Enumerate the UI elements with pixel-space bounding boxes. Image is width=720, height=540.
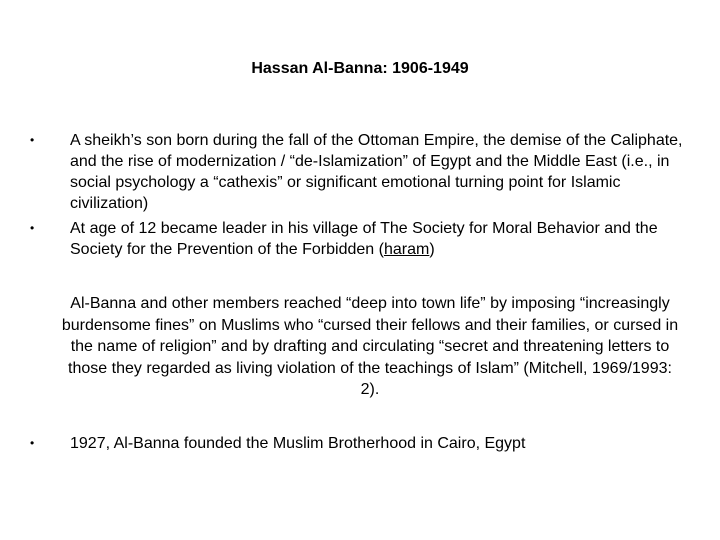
bullet-item-brotherhood: [30, 433, 690, 454]
bullet-icon: •: [30, 133, 35, 147]
bullet-list-bottom: [30, 433, 690, 458]
bullet-icon: •: [30, 221, 35, 235]
bullet-list-top: [30, 130, 690, 264]
bullet-item-ottoman: [30, 130, 690, 214]
quote-paragraph: Al-Banna and other members reached “deep into town life” by imposing “increasingly burdensome fines” on Muslims who “cursed their fellows and their families, or cursed in the name of religion” and by drafting and circulating “secret and threatening letters to those they regarded as living violation of the teachings of Islam” (Mitchell, 1969/1993: 2).: [61, 295, 679, 398]
bullet-item-society: [30, 218, 690, 260]
slide-title: Hassan Al-Banna: 1906-1949: [251, 60, 469, 77]
bullet-text-before: At age of 12 became leader in his village of The Society for Moral Behavior and the Society for the Prevention of the Forbidden (: [70, 220, 658, 258]
bullet-text: A sheikh’s son born during the fall of the Ottoman Empire, the demise of the Caliphate, and the rise of modernization / “de-Islamization” of Egypt and the Middle East (i.e., in social psychology a “cathexis” or significant emotional turning point for Islamic civilization): [70, 132, 683, 212]
bullet-text-after: ): [429, 241, 435, 258]
bullet-icon: •: [30, 436, 35, 450]
bullet-text: 1927, Al-Banna founded the Muslim Brotherhood in Cairo, Egypt: [70, 435, 526, 452]
haram-term: haram: [383, 241, 430, 258]
bullet-text: [70, 220, 658, 258]
